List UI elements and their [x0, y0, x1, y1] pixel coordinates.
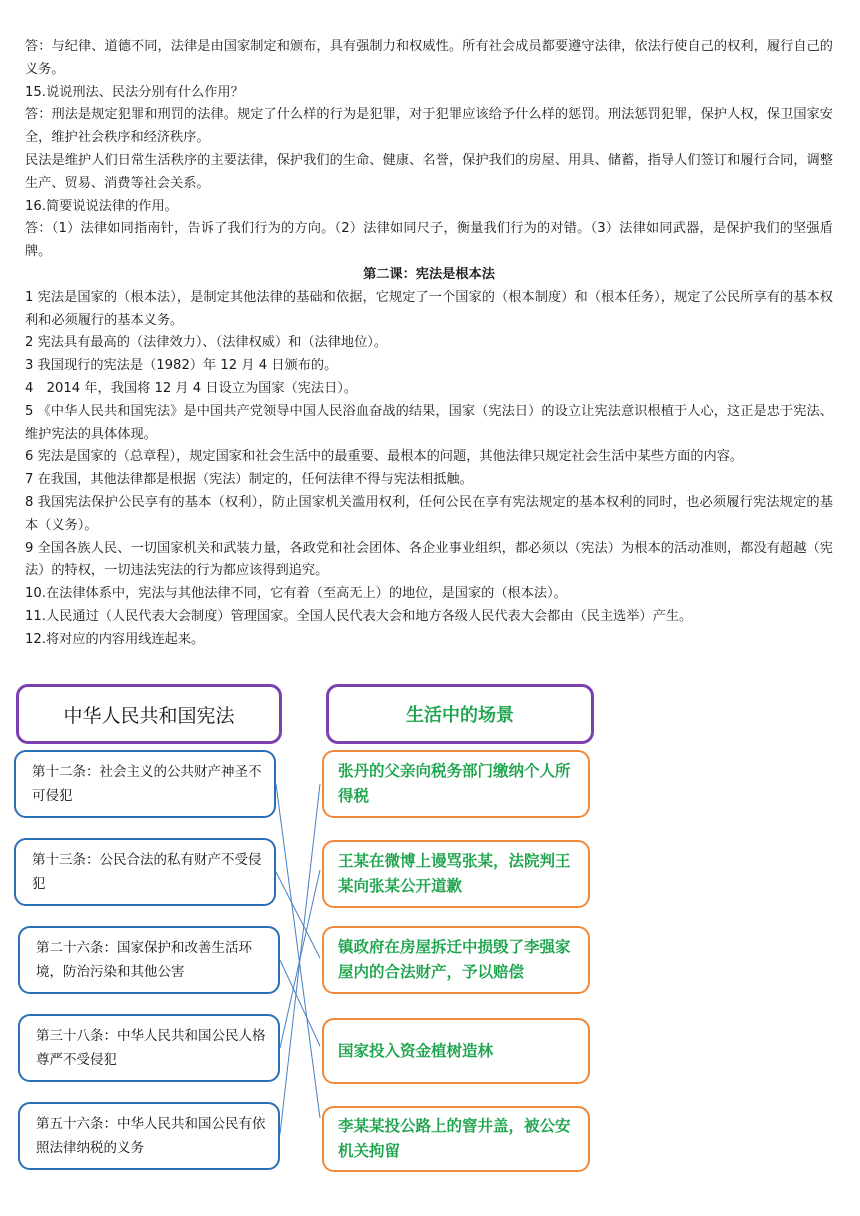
article-box-26[interactable]: [18, 926, 280, 994]
scene-box-afforestation[interactable]: [322, 1018, 590, 1084]
scene-text: 国家投入资金植树造林: [338, 1041, 494, 1060]
scene-text: 张丹的父亲向税务部门缴纳个人所得税: [338, 762, 571, 805]
connector-line: [276, 872, 320, 958]
paragraph: 答：（1）法律如同指南针，告诉了我们行为的方向。（2）法律如同尺子，衡量我们行为的对错。（3）法律如同武器，是保护我们的坚强盾牌。: [25, 221, 833, 260]
list-item: 4 2014 年，我国将 12 月 4 日设立为国家（宪法日）。: [25, 380, 358, 396]
constitution-header: [16, 684, 282, 744]
list-item: 7 在我国，其他法律都是根据（宪法）制定的，任何法律不得与宪法相抵触。: [25, 472, 473, 488]
article-text: 第十三条：公民合法的私有财产不受侵犯: [32, 852, 262, 892]
connector-line: [276, 784, 320, 1118]
list-item: 11.人民通过（人民代表大会制度）管理国家。全国人民代表大会和地方各级人民代表大会都由（民主选举）产生。: [25, 608, 693, 624]
scene-box-tax[interactable]: [322, 750, 590, 818]
article-box-13[interactable]: [14, 838, 276, 906]
connector-line: [280, 784, 320, 1134]
scenes-header: [326, 684, 594, 744]
article-text: 第十二条：社会主义的公共财产神圣不可侵犯: [32, 764, 262, 804]
list-item: 9 全国各族人民、一切国家机关和武装力量，各政党和社会团体、各企业事业组织，都必须以（宪法）为根本的活动准则，都没有超越（宪法）的特权，一切违法宪法的行为都应该得到追究。: [25, 540, 833, 579]
list-item: 2 宪法具有最高的（法律效力）、（法律权威）和（法律地位）。: [25, 335, 388, 351]
article-box-12[interactable]: [14, 750, 276, 818]
document-body: [25, 36, 833, 652]
question-16: 16.简要说说法律的作用。: [25, 198, 178, 214]
lesson-heading: 第二课：宪法是根本法: [363, 266, 495, 282]
scenes-header-label: 生活中的场景: [406, 705, 514, 726]
scene-text: 镇政府在房屋拆迁中损毁了李强家屋内的合法财产，予以赔偿: [338, 938, 571, 981]
article-text: 第二十六条：国家保护和改善生活环境，防治污染和其他公害: [36, 940, 252, 980]
paragraph: 答：与纪律、道德不同，法律是由国家制定和颁布，具有强制力和权威性。所有社会成员都要遵守法律，依法行使自己的权利，履行自己的义务。: [25, 39, 833, 77]
paragraph: 答：刑法是规定犯罪和刑罚的法律。规定了什么样的行为是犯罪，对于犯罪应该给予什么样的惩罚。刑法惩罚犯罪，保护人权，保卫国家安全，维护社会秩序和经济秩序。: [25, 107, 833, 146]
list-item: 8 我国宪法保护公民享有的基本（权利），防止国家机关滥用权利，任何公民在享有宪法规定的基本权利的同时，也必须履行宪法规定的基本（义务）。: [25, 494, 833, 533]
article-text: 第五十六条：中华人民共和国公民有依照法律纳税的义务: [36, 1116, 266, 1156]
scene-box-compensation[interactable]: [322, 926, 590, 994]
question-15: 15.说说刑法、民法分别有什么作用？: [25, 84, 244, 100]
list-item: 5 《中华人民共和国宪法》是中国共产党领导中国人民浴血奋战的结果，国家（宪法日）的设立让宪法意识根植于人心，这正是忠于宪法、维护宪法的具体体现。: [25, 403, 833, 442]
connector-line: [280, 960, 320, 1046]
article-box-56[interactable]: [18, 1102, 280, 1170]
list-item: 12.将对应的内容用线连起来。: [25, 631, 205, 647]
list-item: 1 宪法是国家的（根本法），是制定其他法律的基础和依据，它规定了一个国家的（根本制度）和（根本任务），规定了公民所享有的基本权利和必须履行的基本义务。: [25, 289, 833, 328]
scene-box-manhole[interactable]: [322, 1106, 590, 1172]
article-box-38[interactable]: [18, 1014, 280, 1082]
connector-line: [280, 870, 320, 1048]
scene-box-apology[interactable]: [322, 840, 590, 908]
paragraph: 民法是维护人们日常生活秩序的主要法律，保护我们的生命、健康、名誉，保护我们的房屋、用具、储蓄，指导人们签订和履行合同，调整生产、贸易、消费等社会关系。: [25, 152, 833, 191]
list-item: 6 宪法是国家的（总章程），规定国家和社会生活中的最重要、最根本的问题，其他法律只规定社会生活中某些方面的内容。: [25, 449, 744, 465]
constitution-header-label: 中华人民共和国宪法: [63, 704, 235, 727]
list-item: 3 我国现行的宪法是（1982）年 12 月 4 日颁布的。: [25, 358, 338, 374]
scene-text: 李某某投公路上的窨井盖，被公安机关拘留: [338, 1117, 571, 1160]
scene-text: 王某在微博上谩骂张某，法院判王某向张某公开道歉: [338, 852, 571, 895]
list-item: 10.在法律体系中，宪法与其他法律不同，它有着（至高无上）的地位，是国家的（根本法）。: [25, 586, 567, 602]
article-text: 第三十八条：中华人民共和国公民人格尊严不受侵犯: [36, 1028, 266, 1068]
